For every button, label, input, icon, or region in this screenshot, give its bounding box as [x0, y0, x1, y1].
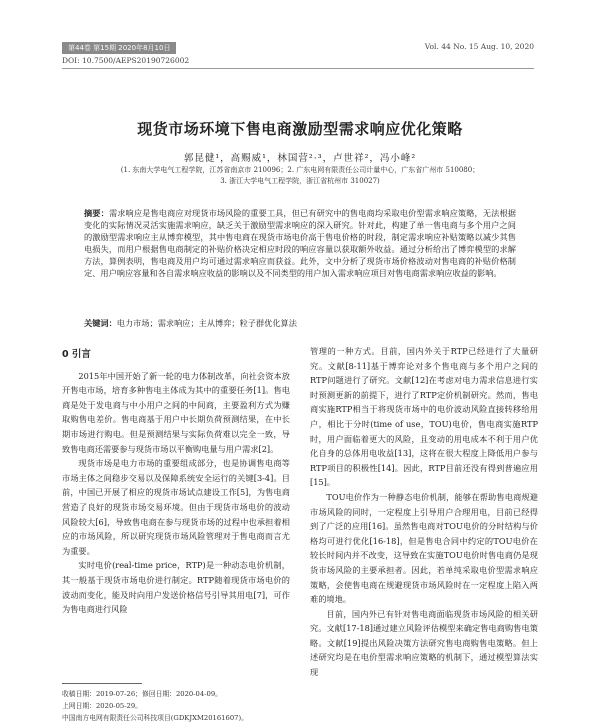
- keywords: [84, 318, 516, 329]
- paper-title: 现货市场环境下售电商激励型需求响应优化策略: [137, 120, 463, 138]
- body-paragraph: 实时电价(real-time price，RTP)是一种动态电价机制，其一般基于现货市场电价进行制定。RTP随着现货市场电价的波动而变化，能及时向用户发送价格信号引导其用电[7]，可作为售电商进行风险: [62, 560, 290, 615]
- footnote-divider: [62, 683, 142, 684]
- affiliation-line: (1. 东南大学电气工程学院，江苏省南京市 210096；2. 广东电网有限责任公司计量中心，广东省广州市 510080；: [120, 166, 480, 174]
- header-divider: [62, 68, 534, 69]
- right-column: [310, 344, 538, 680]
- abstract-label: 摘要：: [84, 208, 109, 218]
- doi[interactable]: DOI: 10.7500/AEPS20190726002: [62, 56, 190, 65]
- body-paragraph: 管理的一种方式。目前，国内外关于RTP已经进行了大量研究。文献[8-11]基于博弈论对多个售电商与多个用户之间的RTP问题进行了研究。文献[12]在考虑对电力需求信息进行实时预测更新的前提下，进行了RTP定价机制研究。然而，售电商实施RTP相当于将现货市场中的电价波动风险直接转移给用户，相比于分时(time of use，TOU)电价，售电商实施RTP时，用户面临着更大的风险，且变动的用电成本不利于用户优化自身的总体用电收益[13]，这将在很大程度上降低用户参与RTP项目的积极性[14]。因此，RTP目前还没有得到普遍应用[15]。: [310, 346, 538, 488]
- left-column: [62, 348, 290, 617]
- footnote: 上网日期：2020-05-29。: [62, 702, 142, 710]
- abstract: [84, 208, 516, 279]
- body-paragraph: TOU电价作为一种静态电价机制，能够在帮助售电商规避市场风险的同时，一定程度上引导用户合理用电，目前已经得到了广泛的应用[16]。虽然售电商对TOU电价的分时结构与价格均可进行优化[16-18]，但是售电合同中约定的TOU电价在较长时间内并不改变，这导致在实施TOU电价时售电商仍是现货市场风险的主要承担者。因此，若单纯采取电价型需求响应策略，会使售电商在规避现货市场风险时在一定程度上陷入两难的境地。: [310, 491, 538, 605]
- journal-volume-info: Vol. 44 No. 15 Aug. 10, 2020: [424, 42, 534, 51]
- section-heading: 0 引言: [62, 349, 91, 360]
- footnote: 中国南方电网有限责任公司科技项目(GDKJXM20161607)。: [62, 714, 248, 722]
- body-paragraph: 现货市场是电力市场的重要组成部分，也是协调售电商等市场主体之间稳步交易以及保障系统安全运行的关键[3-4]。目前，中国已开展了相应的现货市场试点建设工作[5]，为售电商营造了良好的现货市场交易环境。但由于现货市场电价的波动风险较大[6]，导致售电商在参与现货市场的过程中也承担着相应的市场风险，所以研究现货市场风险管理对于售电商而言尤为重要。: [62, 458, 290, 556]
- abstract-text: 需求响应是售电商应对现货市场风险的重要工具，但已有研究中的售电商均采取电价型需求响应策略，无法根据变化的实际情况灵活实施需求响应，缺乏关于激励型需求响应的深入研究。针对此，构建了单一售电商与多个用户之间的激励型需求响应主从博弈模型，其中售电商在现货市场电价高于售电价格的时段，制定需求响应补贴策略以减少其售电损失，而用户根据售电商制定的补贴价格决定相应时段的响应容量以获取额外收益。通过分析给出了博弈模型的求解方法，算例表明，售电商及用户均可通过需求响应而获益。此外，文中分析了现货市场价格波动对售电商的补贴价格制定、用户响应容量和各自需求响应收益的影响以及不同类型的用户加入需求响应项目对售电商需求响应收益的影响。: [84, 208, 516, 278]
- affiliations: [70, 165, 530, 187]
- affiliation-line: 3. 浙江大学电气工程学院，浙江省杭州市 310027): [220, 177, 380, 185]
- footnote: 收稿日期：2019-07-26；修回日期：2020-04-09。: [62, 690, 222, 698]
- keywords-label: 关键词：: [84, 318, 117, 328]
- body-paragraph: 2015年中国开始了新一轮的电力体制改革，向社会资本放开售电市场，培育多种售电主体成为其中的重要任务[1]。售电商是处于发电商与中小用户之间的中间商，主要盈利方式为赚取购售电差价。售电商基于用户中长期负荷预测结果，在中长期市场进行购电。但是预测结果与实际负荷难以完全一致，导致售电商还需要参与现货市场以平衡购电量与用户需求[2]。: [62, 370, 290, 454]
- footnotes: [62, 688, 290, 724]
- author-list: 郭昆健¹，高赐威¹，林国营²·³，卢世祥²，冯小峰²: [183, 153, 417, 164]
- keywords-text: 电力市场；需求响应；主从博弈；粒子群优化算法: [116, 318, 297, 328]
- body-paragraph: 目前，国内外已有针对售电商面临现货市场风险的相关研究。文献[17-18]通过建立风险评估模型来确定售电商购售电策略。文献[19]提出风险决策方法研究售电商购售电策略。但上述研究均是在电价型需求响应策略的机制下，通过模型算法实现: [310, 608, 538, 678]
- journal-issue-badge: 第44卷 第15期 2020年8月10日: [62, 42, 176, 54]
